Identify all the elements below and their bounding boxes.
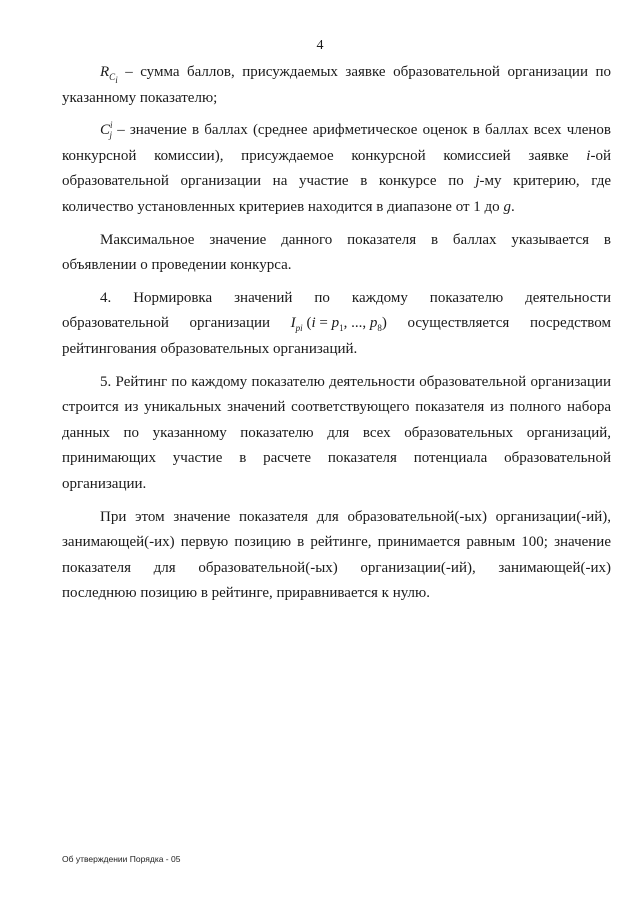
paragraph-normalization: 4. Нормировка значений по каждому показателю деятельности образовательной организации $I_{pi}$ ($i = p_1$, ..., $p_8$) осуществляется посредством рейтингования образовательных организаций.	[62, 289, 611, 357]
paragraph-max-value: Максимальное значение данного показателя в баллах указывается в объявлении о проведении конкурса.	[62, 231, 611, 274]
paragraph-cij-definition: $C^i_j$ – значение в баллах (среднее арифметическое оценок в баллах всех членов конкурсной комиссии), присуждаемое конкурсной комиссией заявке i-ой образовательной организации на участие в конкурсе по j-му критерию, где количество установленных критериев находится в диапазоне от 1 до g.	[62, 120, 611, 215]
paragraph-rc-definition: $R_{C_i}$ – сумма баллов, присуждаемых заявке образовательной организации по указанному показателю;	[62, 60, 611, 111]
paragraph-values: При этом значение показателя для образовательной(-ых) организации(-ий), занимающей(-их) первую позицию в рейтинге, принимается равным 100; значение показателя для образовательной(-ых) организации(-ий), занимающей(-их) последнюю позицию в рейтинге, приравнивается к нулю.	[62, 508, 611, 602]
footer-note: Об утверждении Порядка - 05	[62, 854, 181, 864]
paragraph-rating: 5. Рейтинг по каждому показателю деятельности образовательной организации строится из уникальных значений соответствующего показателя из полного набора данных по указанному показателю для всех образовательных организаций, принимающих участие в расчете показателя потенциала образовательной организации.	[62, 373, 611, 492]
page-number: 4	[316, 38, 324, 53]
symbol-c-i-j: $C^i_j$	[100, 120, 113, 141]
formula-ipi: $I_{pi}$ ($i = p_1$, ..., $p_8$)	[290, 315, 387, 334]
document-body	[62, 60, 611, 607]
symbol-r-c-i: $R_{C_i}$	[100, 64, 118, 85]
